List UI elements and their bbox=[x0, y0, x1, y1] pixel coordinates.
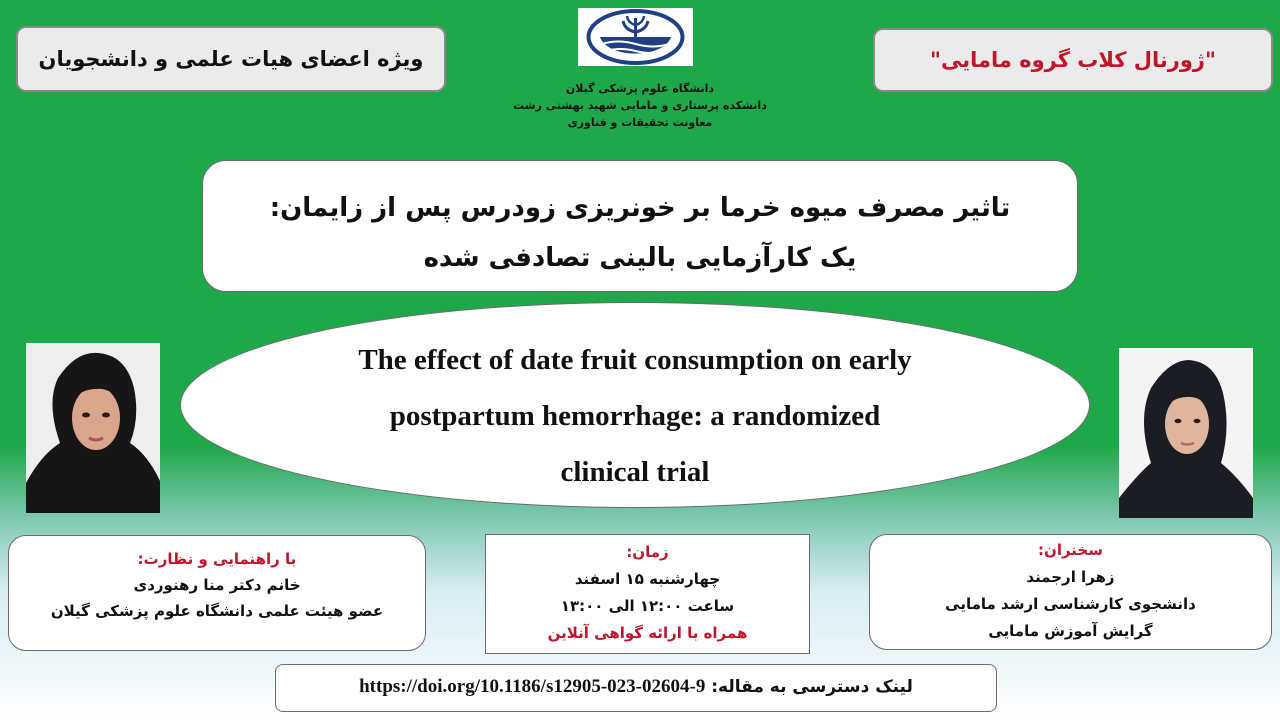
university-logo bbox=[578, 8, 693, 66]
speaker-portrait-icon bbox=[1119, 348, 1253, 518]
speaker-degree: دانشجوی کارشناسی ارشد مامایی bbox=[945, 595, 1196, 613]
audience-tag-text: ویژه اعضای هیات علمی و دانشجویان bbox=[38, 47, 424, 71]
persian-title-box bbox=[202, 160, 1078, 292]
institution-university: دانشگاه علوم پزشکی گیلان bbox=[565, 82, 715, 95]
supervision-box bbox=[8, 535, 426, 651]
institution-deputy: معاونت تحقیقات و فناوری bbox=[567, 116, 713, 129]
speaker-label: سخنران: bbox=[1038, 541, 1103, 559]
journal-club-tag-text: "ژورنال کلاب گروه مامایی" bbox=[930, 48, 1216, 72]
english-title bbox=[300, 332, 970, 500]
event-date: چهارشنبه ۱۵ اسفند bbox=[574, 570, 721, 588]
article-link-box bbox=[275, 664, 997, 712]
speaker-photo bbox=[1119, 348, 1253, 518]
article-link-label: لینک دسترسی به مقاله: bbox=[711, 677, 913, 697]
english-title-line-1: The effect of date fruit consumption on early bbox=[358, 344, 912, 376]
certificate-note: همراه با ارائه گواهی آنلاین bbox=[547, 624, 748, 642]
persian-title-line-1: تاثیر مصرف میوه خرما بر خونریزی زودرس پس از زایمان: bbox=[269, 193, 1011, 223]
article-link[interactable]: https://doi.org/10.1186/s12905-023-02604-9 bbox=[359, 676, 706, 697]
supervisor-role: عضو هیئت علمی دانشگاه علوم پزشکی گیلان bbox=[50, 602, 384, 620]
time-box bbox=[485, 534, 810, 654]
english-title-line-3: clinical trial bbox=[560, 456, 710, 488]
speaker-name: زهرا ارجمند bbox=[1026, 568, 1115, 586]
speaker-box bbox=[869, 534, 1272, 650]
supervisor-portrait-icon bbox=[26, 343, 160, 513]
supervisor-name: خانم دکتر منا رهنوردی bbox=[133, 576, 301, 594]
english-title-line-2: postpartum hemorrhage: a randomized bbox=[389, 400, 881, 432]
audience-tag bbox=[16, 26, 446, 92]
speaker-field: گرایش آموزش مامایی bbox=[988, 622, 1153, 640]
journal-club-tag bbox=[873, 28, 1273, 92]
university-emblem-icon bbox=[578, 8, 693, 66]
event-hours: ساعت ۱۲:۰۰ الی ۱۳:۰۰ bbox=[560, 597, 735, 615]
time-label: زمان: bbox=[626, 543, 669, 561]
supervisor-photo bbox=[26, 343, 160, 513]
supervision-label: با راهنمایی و نظارت: bbox=[137, 550, 297, 568]
persian-title-line-2: یک کارآزمایی بالینی تصادفی شده bbox=[423, 243, 857, 273]
institution-faculty: دانشکده پرستاری و مامایی شهید بهشتی رشت bbox=[513, 99, 767, 112]
institution-block bbox=[470, 80, 810, 131]
